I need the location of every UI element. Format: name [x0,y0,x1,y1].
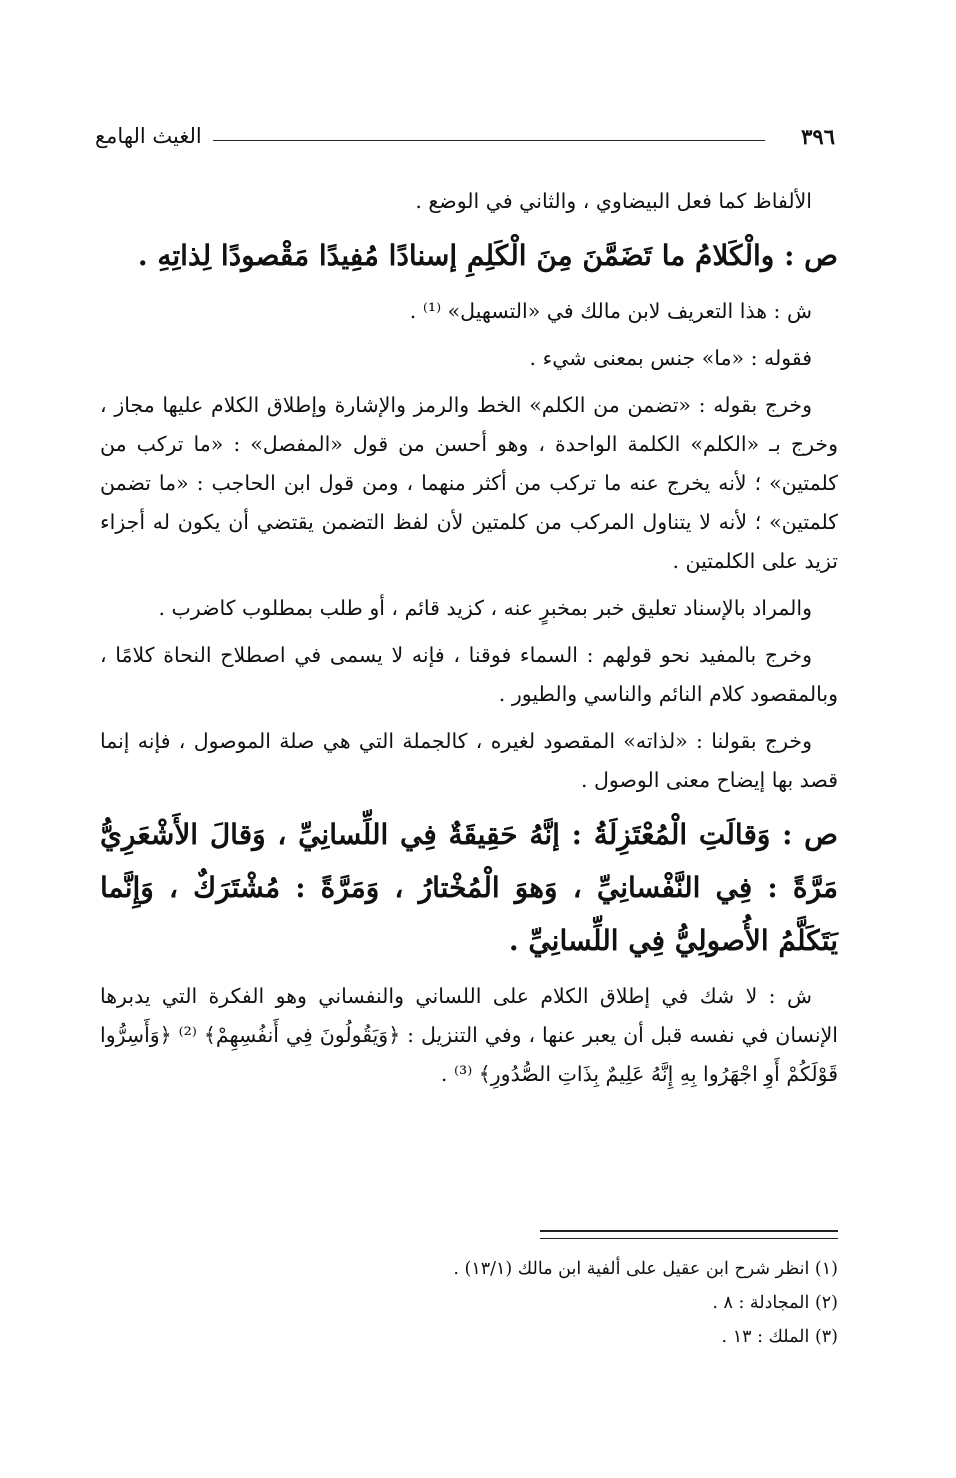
paragraph: ش : لا شك في إطلاق الكلام على اللساني والنفساني وهو الفكرة التي يدبرها الإنسان في نفسه قبل أن يعبر عنها ، وفي التنزيل : ﴿وَيَقُولُونَ فِي أَنفُسِهِمْ﴾ ⁽²⁾ ﴿وَأَسِرُّوا قَوْلَكُمْ أَوِ اجْهَرُوا بِهِ إِنَّهُ عَلِيمٌ بِذَاتِ الصُّدُورِ﴾ ⁽³⁾ . [100,984,838,1086]
main-text [100,182,838,1102]
header-rule [213,140,765,141]
paragraph: وخرج بقولنا : «لذاته» المقصود لغيره ، كالجملة التي هي صلة الموصول ، فإنه إنما قصد بها إيضاح معنى الوصول . [100,729,838,792]
footnotes [300,1252,838,1354]
footnote: (٢) المجادلة : ٨ . [712,1293,838,1313]
paragraph: فقوله : «ما» جنس بمعنى شيء . [529,346,812,370]
footnote-separator [540,1230,838,1239]
matn-heading: ص : والْكَلامُ ما تَضَمَّنَ مِنَ الْكَلِمِ إسنادًا مُفِيدًا مَقْصودًا لِذاتِهِ . [137,239,838,272]
footnote: (١) انظر شرح ابن عقيل على ألفية ابن مالك (١٣/١) . [453,1259,838,1279]
running-title: الغيث الهامع [95,124,202,148]
paragraph: وخرج بالمفيد نحو قولهم : السماء فوقنا ، فإنه لا يسمى في اصطلاح النحاة كلامًا ، وبالمقصود كلام النائم والناسي والطيور . [100,643,838,706]
footnote: (٣) الملك : ١٣ . [721,1327,838,1347]
paragraph: ش : هذا التعريف لابن مالك في «التسهيل» ⁽¹⁾ . [409,299,812,323]
paragraph: الألفاظ كما فعل البيضاوي ، والثاني في الوضع . [415,189,812,213]
page-number: ٣٩٦ [801,124,835,149]
paragraph: والمراد بالإسناد تعليق خبر بمخبرٍ عنه ، كزيد قائم ، أو طلب بمطلوب كاضرب . [158,596,812,620]
matn-heading: ص : وَقالَتِ الْمُعْتَزِلَةُ : إنَّهُ حَقِيقَةٌ فِي اللِّسانِيِّ ، وَقالَ الأَشْعَرِيُّ مَرَّةً : فِي النَّفْسانِيِّ ، وَهوَ الْمُخْتارُ ، وَمَرَّةً : مُشْتَرَكٌ ، وَإِنَّما يَتَكَلَّمُ الأُصولِيُّ فِي اللِّسانِيِّ . [100,818,838,957]
paragraph: وخرج بقوله : «تضمن من الكلم» الخط والرمز والإشارة وإطلاق الكلام عليها مجاز ، وخرج بـ «الكلم» الكلمة الواحدة ، وهو أحسن من قول «المفصل» : «ما تركب من كلمتين» ؛ لأنه يخرج عنه ما تركب من أكثر منهما ، ومن قول ابن الحاجب : «ما تضمن كلمتين» ؛ لأنه لا يتناول المركب من كلمتين لأن لفظ التضمن يقتضي أن يكون له أجزاء تزيد على الكلمتين . [100,393,838,573]
page-header [95,120,835,160]
